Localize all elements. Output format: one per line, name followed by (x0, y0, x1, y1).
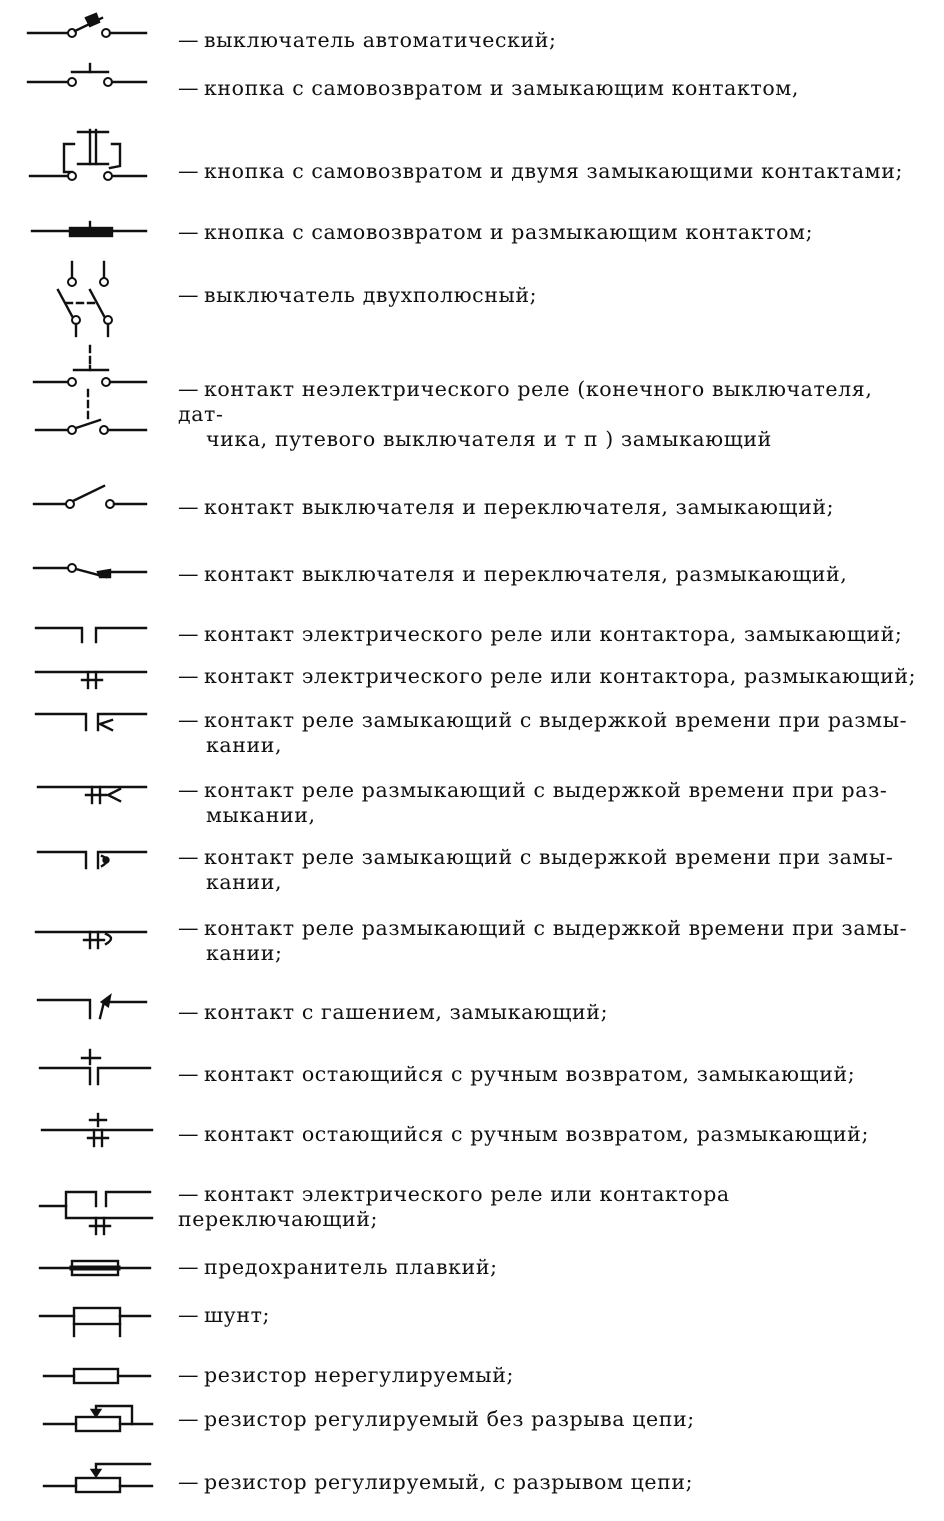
legend-text (178, 1363, 918, 1388)
legend-row-relay-no-delay-open (0, 704, 944, 759)
legend-text (178, 622, 918, 647)
legend-text (178, 664, 918, 689)
legend-row-resistor-fixed (0, 1360, 944, 1400)
button-no-symbol (0, 60, 170, 100)
legend-row-relay-no-delay-close (0, 842, 944, 897)
legend-line-1: — резистор регулируемый без разрыва цепи; (178, 1407, 695, 1431)
legend-row-resistor-variable-break (0, 1458, 944, 1508)
legend-line-1: — шунт; (178, 1303, 271, 1327)
switch-contact-no-symbol (0, 478, 170, 523)
legend-line-1: — контакт выключателя и переключателя, размыкающий, (178, 562, 848, 586)
legend-row-latching-nc (0, 1110, 944, 1155)
legend-row-relay-no (0, 616, 944, 656)
legend-row-relay-changeover (0, 1180, 944, 1245)
legend-row-switch-contact-nc (0, 552, 944, 592)
legend-text (178, 1303, 918, 1328)
legend-line-1: — кнопка с самовозвратом и замыкающим контактом, (178, 76, 799, 100)
relay-no-symbol (0, 616, 170, 656)
resistor-fixed-symbol (0, 1360, 170, 1400)
legend-row-relay-nc (0, 658, 944, 698)
legend-line-1: — контакт электрического реле или контактора переключающий; (178, 1182, 730, 1231)
legend-row-non-electric-relay (0, 344, 944, 451)
legend-line-1: — контакт электрического реле или контактора, замыкающий; (178, 622, 903, 646)
relay-no-delay-open-symbol (0, 704, 170, 759)
two-pole-switch-symbol (0, 258, 170, 338)
legend-text (178, 845, 918, 895)
legend-row-relay-nc-delay-open (0, 775, 944, 830)
legend-line-1: — контакт реле размыкающий с выдержкой времени при замы- (178, 916, 908, 940)
legend-line-1: — контакт электрического реле или контактора, размыкающий; (178, 664, 917, 688)
relay-nc-symbol (0, 658, 170, 698)
legend-text (178, 1255, 918, 1280)
legend-text (178, 377, 918, 452)
latching-nc-symbol (0, 1110, 170, 1155)
legend-row-switch-contact-no (0, 478, 944, 523)
arc-quench-no-symbol (0, 990, 170, 1035)
legend-line-1: — контакт остающийся с ручным возвратом, замыкающий; (178, 1062, 856, 1086)
latching-no-symbol (0, 1048, 170, 1093)
legend-text (178, 283, 918, 308)
legend-line-1: — контакт выключателя и переключателя, замыкающий; (178, 495, 835, 519)
legend-line-2: кании; (206, 941, 283, 965)
legend-line-1: — кнопка с самовозвратом и двумя замыкающими контактами; (178, 159, 903, 183)
legend-row-resistor-variable (0, 1402, 944, 1447)
legend-line-1: — контакт неэлектрического реле (конечного выключателя, дат- (178, 377, 873, 426)
resistor-variable-break-symbol (0, 1458, 170, 1508)
legend-text (178, 1182, 918, 1232)
relay-no-delay-close-symbol (0, 842, 170, 897)
switch-contact-nc-symbol (0, 552, 170, 592)
legend-row-button-2no (0, 124, 944, 184)
relay-nc-delay-open-symbol (0, 775, 170, 830)
legend-line-1: — выключатель двухполюсный; (178, 283, 538, 307)
legend-line-1: — контакт реле замыкающий с выдержкой времени при замы- (178, 845, 894, 869)
legend-line-1: — контакт остающийся с ручным возвратом, размыкающий; (178, 1122, 869, 1146)
legend-row-fuse (0, 1252, 944, 1292)
legend-line-2: чика, путевого выключателя и т п ) замыкающий (206, 427, 772, 451)
legend-row-button-no (0, 60, 944, 100)
legend-row-auto-switch (0, 16, 944, 56)
legend-text (178, 28, 918, 53)
legend-text (178, 1470, 918, 1495)
legend-text (178, 1122, 918, 1147)
fuse-symbol (0, 1252, 170, 1292)
legend-text (178, 495, 918, 520)
relay-changeover-symbol (0, 1180, 170, 1245)
legend-line-1: — выключатель автоматический; (178, 28, 557, 52)
legend-text (178, 778, 918, 828)
legend-row-relay-nc-delay-close (0, 912, 944, 967)
legend-text (178, 708, 918, 758)
legend-line-2: мыкании, (206, 803, 316, 827)
legend-line-1: — резистор нерегулируемый; (178, 1363, 514, 1387)
legend-line-1: — контакт реле замыкающий с выдержкой времени при размы- (178, 708, 908, 732)
shunt-symbol (0, 1300, 170, 1345)
relay-nc-delay-close-symbol (0, 912, 170, 967)
legend-text (178, 562, 918, 587)
legend-row-shunt (0, 1300, 944, 1345)
button-2no-symbol (0, 124, 170, 184)
legend-line-2: кании, (206, 733, 283, 757)
legend-text (178, 220, 918, 245)
legend-line-1: — контакт с гашением, замыкающий; (178, 1000, 609, 1024)
legend-text (178, 1407, 918, 1432)
legend-line-1: — контакт реле размыкающий с выдержкой времени при раз- (178, 778, 888, 802)
legend-text (178, 76, 918, 101)
button-nc-symbol (0, 212, 170, 252)
legend-text (178, 1000, 918, 1025)
legend-text (178, 159, 918, 184)
legend-row-arc-quench-no (0, 990, 944, 1035)
legend-text (178, 1062, 918, 1087)
legend-row-latching-no (0, 1048, 944, 1093)
legend-line-1: — кнопка с самовозвратом и размыкающим контактом; (178, 220, 814, 244)
legend-row-button-nc (0, 212, 944, 252)
auto-switch-symbol (0, 16, 170, 56)
legend-line-1: — предохранитель плавкий; (178, 1255, 498, 1279)
non-electric-relay-symbol (0, 344, 170, 439)
legend-line-2: кании, (206, 870, 283, 894)
legend-row-two-pole-switch (0, 258, 944, 338)
legend-text (178, 916, 918, 966)
resistor-variable-symbol (0, 1402, 170, 1447)
legend-line-1: — резистор регулируемый, с разрывом цепи; (178, 1470, 694, 1494)
